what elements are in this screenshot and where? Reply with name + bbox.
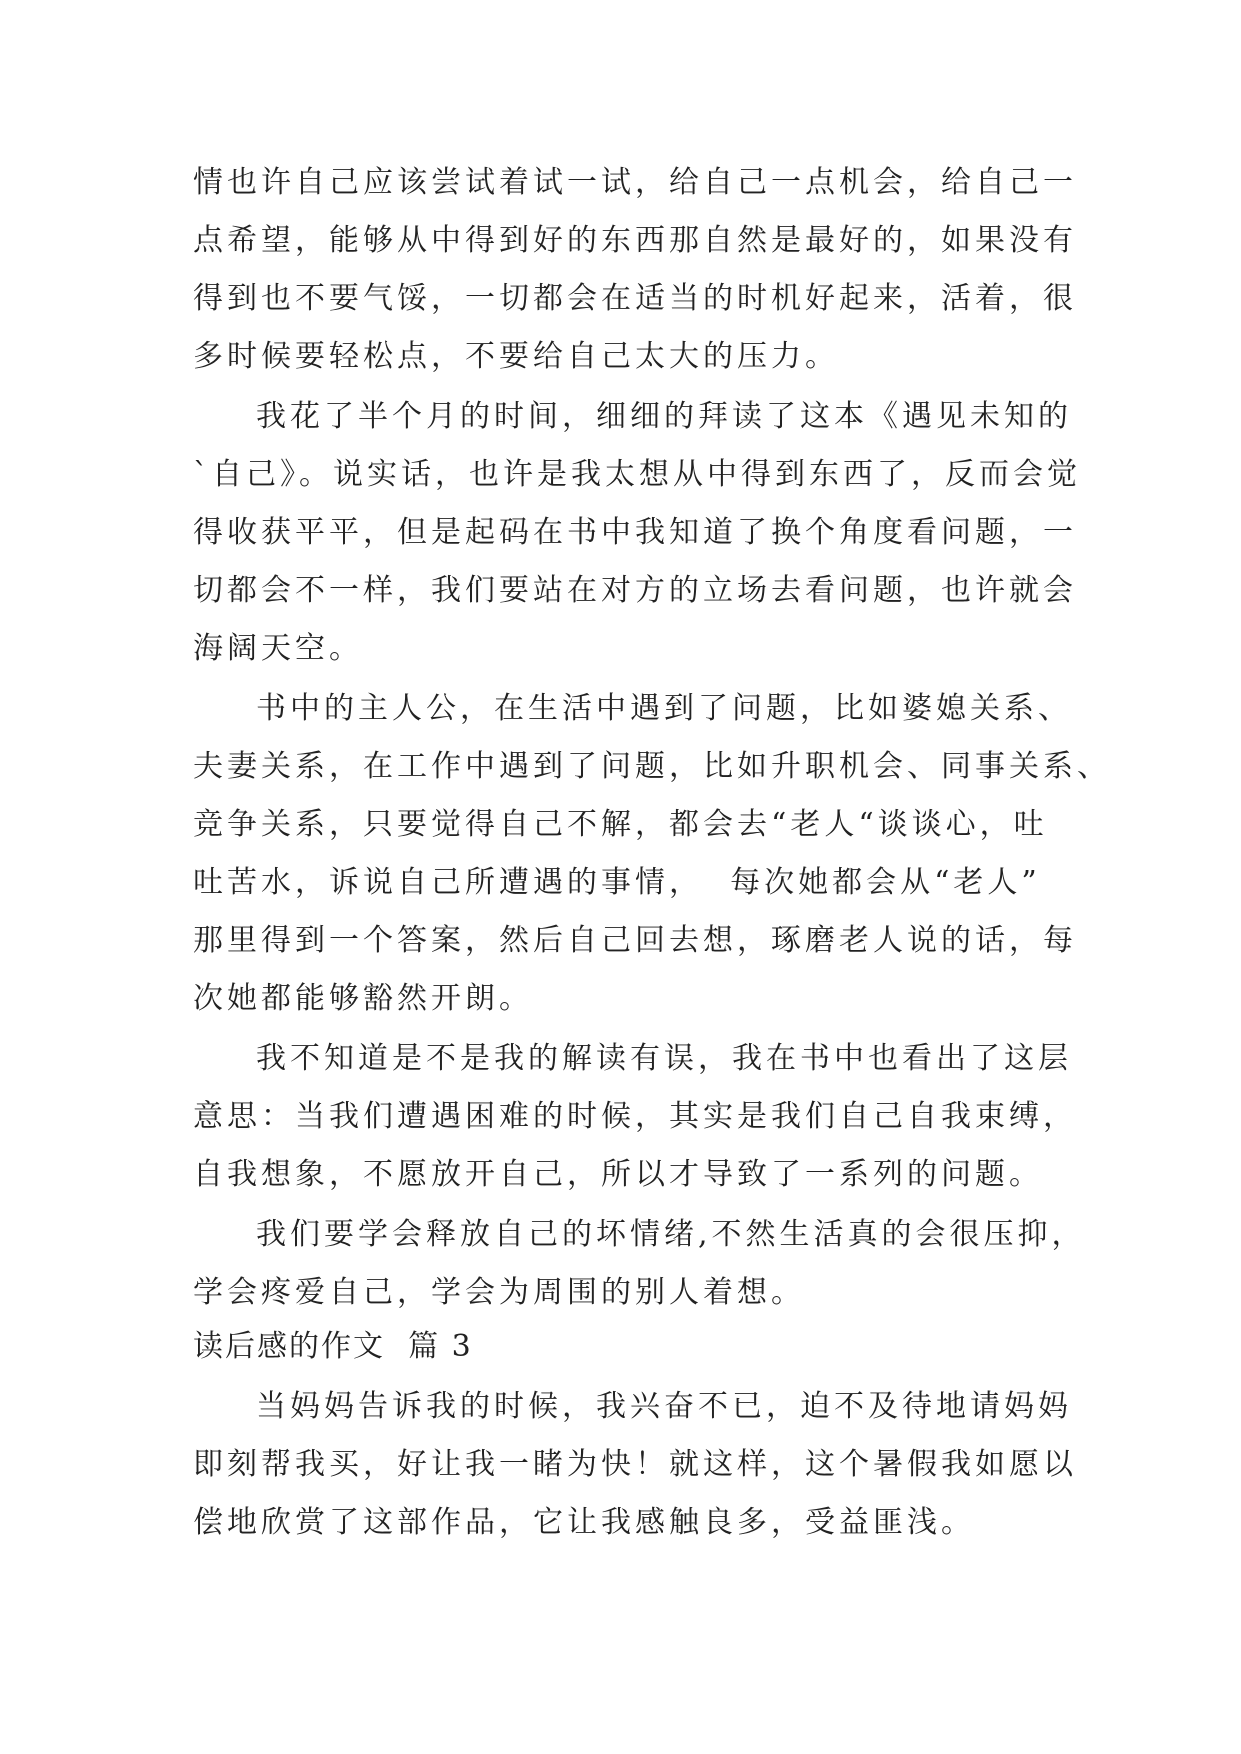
text-line: 我不知道是不是我的解读有误，我在书中也看出了这层	[256, 1041, 1072, 1076]
text-line: 情也许自己应该尝试着试一试，给自己一点机会，给自己一	[193, 165, 1077, 200]
text-line: 得收获平平，但是起码在书中我知道了换个角度看问题，一	[193, 515, 1077, 550]
text-line: 即刻帮我买，好让我一睹为快！就这样，这个暑假我如愿以	[193, 1447, 1077, 1482]
text-line: 竞争关系，只要觉得自己不解，都会去“老人“谈谈心，吐	[193, 807, 1048, 842]
section-heading: 读后感的作文 篇 3	[193, 1329, 473, 1364]
text-line: 切都会不一样，我们要站在对方的立场去看问题，也许就会	[193, 573, 1077, 608]
text-line: 书中的主人公，在生活中遇到了问题，比如婆媳关系、	[256, 691, 1072, 726]
text-line: 海阔天空。	[193, 631, 363, 666]
text-line: 次她都能够豁然开朗。	[193, 981, 533, 1016]
text-line: 夫妻关系，在工作中遇到了问题，比如升职机会、同事关系、	[193, 749, 1111, 784]
text-line: 那里得到一个答案，然后自己回去想，琢磨老人说的话，每	[193, 923, 1077, 958]
text-line: 多时候要轻松点，不要给自己太大的压力。	[193, 339, 839, 374]
text-line: 当妈妈告诉我的时候，我兴奋不已，迫不及待地请妈妈	[256, 1389, 1072, 1424]
text-line: 点希望，能够从中得到好的东西那自然是最好的，如果没有	[193, 223, 1077, 258]
text-line: 得到也不要气馁，一切都会在适当的时机好起来，活着，很	[193, 281, 1077, 316]
text-line: 学会疼爱自己，学会为周围的别人着想。	[193, 1275, 805, 1310]
text-line: 偿地欣赏了这部作品，它让我感触良多，受益匪浅。	[193, 1505, 975, 1540]
text-line: 自我想象，不愿放开自己，所以才导致了一系列的问题。	[193, 1157, 1043, 1192]
text-line: 吐苦水，诉说自己所遭遇的事情， 每次她都会从“老人”	[193, 865, 1041, 900]
text-line: `自己》。说实话，也许是我太想从中得到东西了，反而会觉	[193, 457, 1081, 492]
text-line: 意思：当我们遭遇困难的时候，其实是我们自己自我束缚，	[193, 1099, 1077, 1134]
text-line: 我花了半个月的时间，细细的拜读了这本《遇见未知的	[256, 399, 1072, 434]
text-line: 我们要学会释放自己的坏情绪,不然生活真的会很压抑，	[256, 1217, 1086, 1252]
